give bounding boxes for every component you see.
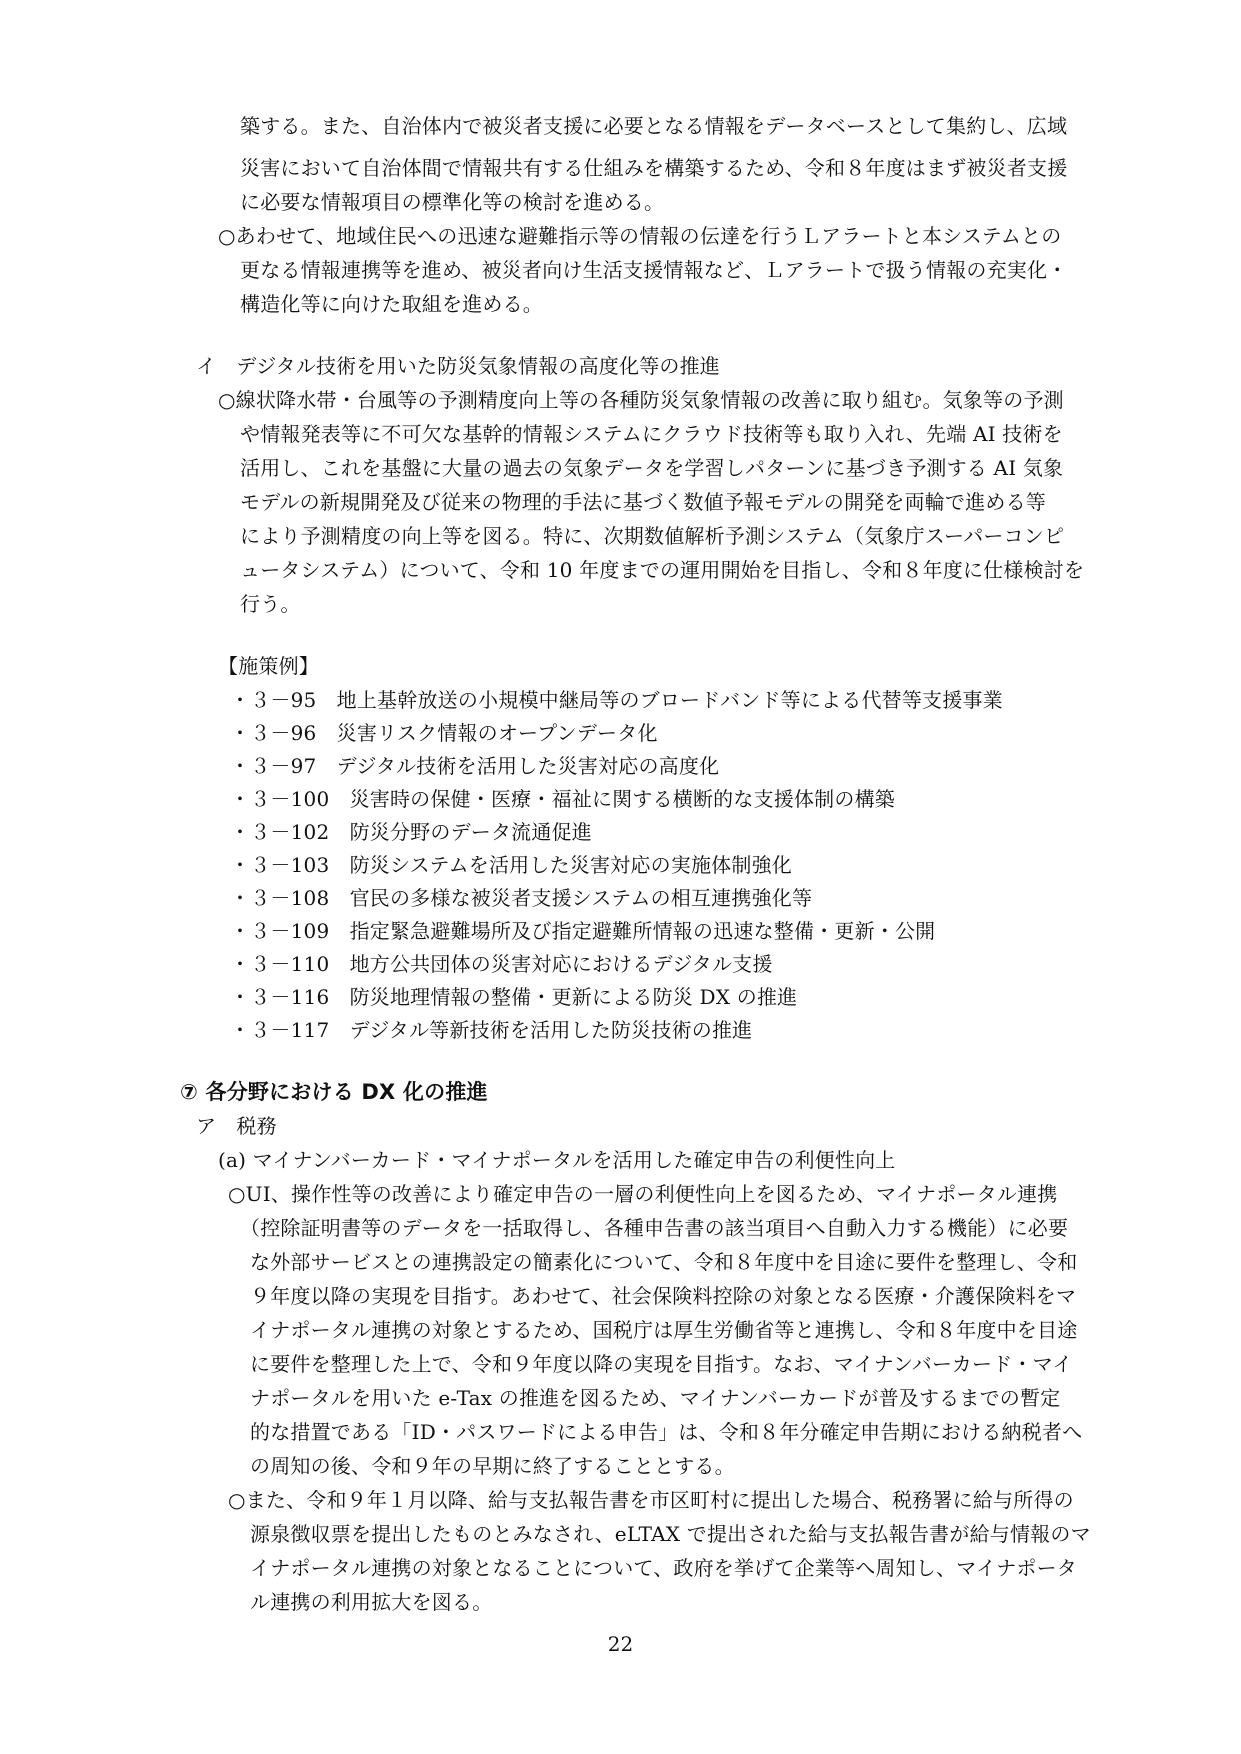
page-number: 22 [607,1632,634,1656]
body-line: 活用し、これを基盤に大量の過去の気象データを学習しパターンに基づき予測する AI 気象 [240,456,1064,480]
measure-item: ・３－103 防災システムを活用した災害対応の実施体制強化 [230,853,792,877]
measure-item: ・３－97 デジタル技術を活用した災害対応の高度化 [230,754,720,778]
body-line: に必要な情報項目の標準化等の検討を進める。 [240,190,665,214]
body-line: 構造化等に向けた取組を進める。 [240,292,543,316]
body-line: ナポータルを用いた e-Tax の推進を図るため、マイナンバーカードが普及するまでの暫定 [250,1386,1061,1410]
body-line: 的な措置である「ID・パスワードによる申告」は、令和８年分確定申告期における納税者へ [250,1420,1083,1444]
body-line: の周知の後、令和９年の早期に終了することとする。 [250,1454,735,1478]
body-line: イナポータル連携の対象となることについて、政府を挙げて企業等へ周知し、マイナポータ [250,1556,1077,1580]
measure-item: ・３－96 災害リスク情報のオープンデータ化 [230,721,658,745]
body-line: 行う。 [240,592,301,616]
body-line: ○線状降水帯・台風等の予測精度向上等の各種防災気象情報の改善に取り組む。気象等の予測 [218,388,1064,412]
measure-item: ・３－109 指定緊急避難場所及び指定避難所情報の迅速な整備・更新・公開 [230,919,936,943]
body-line: ュータシステム）について、令和 10 年度までの運用開始を目指し、令和８年度に仕様検討を [240,558,1085,582]
measure-item: ・３－108 官民の多様な被災者支援システムの相互連携強化等 [230,886,813,910]
body-line: ○また、令和９年１月以降、給与支払報告書を市区町村に提出した場合、税務署に給与所得の [228,1488,1074,1512]
section-heading: イ デジタル技術を用いた防災気象情報の高度化等の推進 [196,354,720,378]
body-line: や情報発表等に不可欠な基幹的情報システムにクラウド技術等も取り入れ、先端 AI 技術を [240,422,1063,446]
body-line: 源泉徴収票を提出したものとみなされ、eLTAX で提出された給与支払報告書が給与情報のマ [250,1522,1091,1546]
measure-item: ・３－116 防災地理情報の整備・更新による防災 DX の推進 [230,985,798,1009]
body-line: 災害において自治体間で情報共有する仕組みを構築するため、令和８年度はまず被災者支援 [240,156,1068,180]
subsection-heading: ア 税務 [196,1114,277,1138]
body-line: ○UI、操作性等の改善により確定申告の一層の利便性向上を図るため、マイナポータル連携 [228,1182,1058,1206]
item-heading: (a) マイナンバーカード・マイナポータルを活用した確定申告の利便性向上 [218,1148,896,1172]
measure-item: ・３－117 デジタル等新技術を活用した防災技術の推進 [230,1018,753,1042]
body-line: ル連携の利用拡大を図る。 [250,1590,493,1614]
body-line: により予測精度の向上等を図る。特に、次期数値解析予測システム（気象庁スーパーコンピ [240,524,1065,548]
body-line: な外部サービスとの連携設定の簡素化について、令和８年度中を目途に要件を整理し、令和 [250,1250,1078,1274]
measure-item: ・３－100 災害時の保健・医療・福祉に関する横断的な支援体制の構築 [230,787,895,811]
measures-label: 【施策例】 [218,654,319,678]
body-line: ９年度以降の実現を目指す。あわせて、社会保険料控除の対象となる医療・介護保険料をマ [250,1284,1077,1308]
body-line: 更なる情報連携等を進め、被災者向け生活支援情報など、Ｌアラートで扱う情報の充実化・ [240,258,1068,282]
section-heading: ⑦ 各分野における DX 化の推進 [180,1080,488,1104]
body-line: に要件を整理した上で、令和９年度以降の実現を目指す。なお、マイナンバーカード・マイ [250,1352,1073,1376]
body-line: ○あわせて、地域住民への迅速な避難指示等の情報の伝達を行うＬアラートと本システムとの [218,224,1062,248]
body-line: イナポータル連携の対象とするため、国税庁は厚生労働省等と連携し、令和８年度中を目途 [250,1318,1078,1342]
body-line: 築する。また、自治体内で被災者支援に必要となる情報をデータベースとして集約し、広域 [240,114,1068,138]
measure-item: ・３－110 地方公共団体の災害対応におけるデジタル支援 [230,952,773,976]
body-line: モデルの新規開発及び従来の物理的手法に基づく数値予報モデルの開発を両輪で進める等 [240,490,1046,514]
measure-item: ・３－102 防災分野のデータ流通促進 [230,820,592,844]
measure-item: ・３－95 地上基幹放送の小規模中継局等のブロードバンド等による代替等支援事業 [230,688,1003,712]
body-line: （控除証明書等のデータを一括取得し、各種申告書の該当項目へ自動入力する機能）に必要 [240,1216,1069,1240]
